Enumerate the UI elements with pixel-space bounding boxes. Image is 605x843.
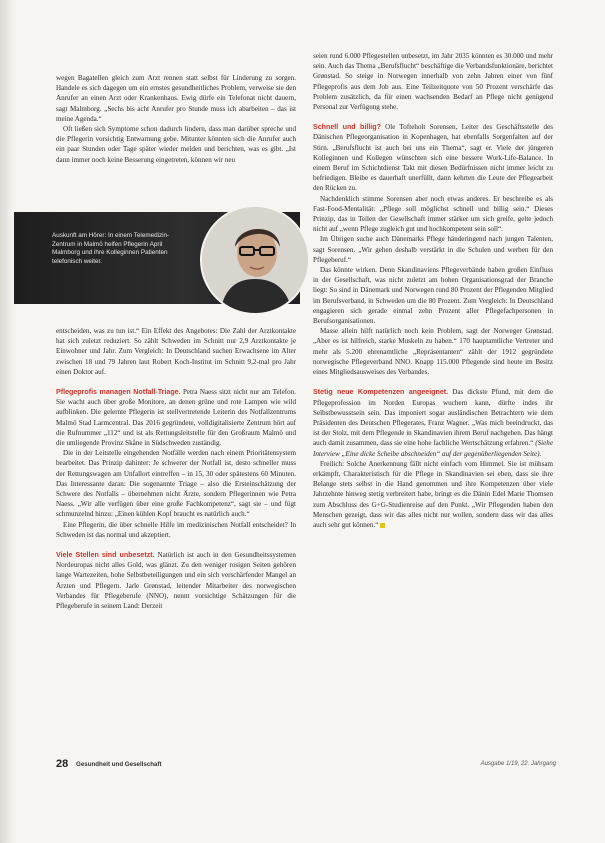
paragraph: Im Übrigen suche auch Dänemarks Pflege händeringend nach jungen Talenten, sagt Sorensen. „Wir gehen deshalb verstärkt in die Schulen und werben für den Pflegeberuf.“ xyxy=(313,235,553,264)
right-column xyxy=(313,51,553,530)
paragraph xyxy=(313,459,553,530)
section-paragraph xyxy=(56,550,296,611)
paragraph: Das könnte wirken. Denn Skandinaviens Pflegeverbände haben großen Einfluss in der Gesellschaft, was nicht zuletzt am hohen Organisationsgrad der Branche liegt: So sind in Dänemark und Norwegen rund 80 Prozent der Pflegenden Mitglied im Berufsverband, in Schweden um die 80 Prozent. Zum Vergleich: In Deutschland engagieren sich gerade einmal zehn Prozent aller Pflegefachpersonen in Berufsorganisationen. xyxy=(313,266,553,326)
paragraph-text: Natürlich ist auch in den Gesundheitssystemen Nordeuropas nicht alles Gold, was glänzt. Zu den weniger rosigen Seiten gehören lange Wartezeiten, hohe Selbstbeteiligungen und ein sich verschärfender Mangel an Ärzten und Pflegern. Jarle Grønstad, leitender Mitarbeiter des norwegischen Verbandes für Pflegeberufe (NNO), nennt vorsichtige Schätzungen für die Pflegeberufe in seinem Land: Derzeit xyxy=(56,551,296,611)
end-of-article-icon xyxy=(380,523,385,528)
left-column-top xyxy=(56,73,296,165)
paragraph-text: Petra Naess sitzt nicht nur am Telefon. Sie wacht auch über große Monitore, an denen grüne und rote Lampen wie wild aufblinken. Die gelernte Pflegerin ist stellvertretende Leiterin des Notfallzentrums Malmö Stad Larmcentral. Das 2016 gegründete, volldigitalisierte Zentrum hört auf die Rufnummer „112“ und ist als Rettungsleitstelle für den Großraum Malmö und die umliegende Provinz Skåne in Südschweden zuständig. xyxy=(56,388,297,448)
paragraph: Nachdenklich stimme Sorensen aber noch etwas anderes. Er beschreibe es als Fast-Food-Mentalität: „Pflege soll möglichst schnell und billig sein.“ Dieses Prinzip, das in Teilen der Gesellschaft immer stärker um sich greife, gelte jedoch nicht auf „wenn Pflege zugleich gut und hochkompetent sein soll“. xyxy=(313,194,553,234)
paragraph: Die in der Leitstelle eingehenden Notfälle werden nach einem Prioritätensystem bearbeitet. Das Prinzip dahinter: Je schwerer der Notfall ist, desto schneller muss der Rettungswagen am Unfallort eintreffen – in 15, 30 oder spätestens 60 Minuten. Das Interessante daran: Die sogenannte Triage – also die Ersteinschätzung der Schwere des Notfalls – übernehmen nicht Ärzte, sondern Pflegerinnen wie Petra Naess. „Wir alle verfügen über eine große Fachkompetenz“, sagt sie – und fügt schmunzelnd hinzu: „Einen kühlen Kopf braucht es natürlich auch.“ xyxy=(56,449,296,519)
section-lead: Viele Stellen sind unbesetzt. xyxy=(56,551,155,560)
paragraph-text: Freilich: Solche Anerkennung fällt nicht einfach vom Himmel. Sie ist mühsam erkämpft, Charakteristisch für die Pflege in Skandinavien sei eben, dass sie ihre Belange stets selbst in die Hand genommen und ihre Kompetenzen über viele Jahrzehnte hinweg stetig verbreitert habe, bringt es die Dänin Edel Marie Thomsen zum Abschluss des G+G-Studienreise auf den Punkt. „Wir Pflegenden haben den Menschen gezeigt, dass wir das alles nicht nur wollen, sondern dass wir das alles auch sehr gut können.“ xyxy=(313,459,553,529)
issue-info: Ausgabe 1/19, 22. Jahrgang xyxy=(480,761,556,767)
left-column-bottom xyxy=(56,326,296,611)
page-gutter-shadow xyxy=(0,0,14,843)
paragraph-text: Ole Tofteholt Sorensen, Leiter des Geschäftsstelle des Dänischen Pflegeorganisation in Kopenhagen, hat ebenfalls Sorgenfalten auf der Stirn. „Berufsflucht ist auch bei uns ein Thema“, sagt er. Viele der jüngeren Kolleginnen und Kollegen wünschten sich eine bessere Work-Life-Balance. In einem Beruf im Schichtdienst Takt mit diesen Bedürfnissen nicht immer leicht zu befriedigen. Bleibe es dauerhaft unerfüllt, dann kehrten die Leute der Pflegearbeit den Rücken zu. xyxy=(313,123,553,193)
section-lead: Pflegeprofis managen Notfall-Triage. xyxy=(56,388,181,397)
section-paragraph xyxy=(56,387,296,448)
paragraph: entscheiden, was zu tun ist.“ Ein Effekt des Angebotes: Die Zahl der Arztkontakte hat sich zuletzt reduziert. So zählt Schweden im Schnitt nur 2,9 Arztkontakte je Einwohner und Jahr. Zum Vergleich: In Deutschland suchen Erwachsene im Alter zwischen 18 und 79 Jahren laut Robert Koch-Institut im Schnitt 9,2-mal pro Jahr einen Doktor auf. xyxy=(56,327,296,376)
cross-reference-note: (Siehe Interview „Eine dicke Scheibe abschneiden“ auf der gegenüberliegenden Seite). xyxy=(313,439,553,458)
section-name: Gesundheit und Gesellschaft xyxy=(76,761,162,768)
section-lead: Stetig neue Kompetenzen angeeignet. xyxy=(313,388,449,397)
photo-caption: Auskunft am Hörer: In einem Telemedizin-Zentrum in Malmö helfen Pflegerin April Malmborg und ihre Kolleginnen Patienten telefonisch weiter. xyxy=(52,232,170,265)
paragraph-text: Das dickste Pfund, mit dem die Pflegeprofession im Norden Europas wuchern kann, dürfte indes ihr Selbstbewusstsein sein. Das imponiert sogar ausländischen Betrachtern wie dem Präsidenten des Deutschen Pflegerates, Franz Wagner. „Was mich beeindruckt, das ist der Stolz, mit dem Pflegende in Skandinavien ihrem Beruf nachgehen. Das hängt auch damit zusammen, dass sie eine hohe fachliche Wertschätzung erfahren.“ xyxy=(313,388,553,448)
portrait-photo-icon xyxy=(202,207,308,313)
section-paragraph xyxy=(313,387,553,458)
portrait-photo xyxy=(200,205,310,315)
section-lead: Schnell und billig? xyxy=(313,123,381,132)
section-paragraph xyxy=(313,122,553,193)
paragraph: seien rund 6.000 Pflegestellen unbesetzt, im Jahr 2035 könnten es 30.000 und mehr sein. Auch das Thema „Berufsflucht“ beschäftige die Verbandsfunktionäre, berichtet Grønstad. So steige in Norwegen innerhalb von zehn Jahren einer von fünf Pflegeprofis aus dem Job aus. Eine Teilzeitquote von 50 Prozent verschärfe das Problem zusätzlich, da für einen wachsenden Bedarf an Pflege nicht genügend Personal zur Verfügung stehe. xyxy=(313,52,553,112)
paragraph: Masse allein hilft natürlich noch kein Problem, sagt der Norweger Grønstad. „Aber es ist hilfreich, starke Muskeln zu haben.“ 170 hauptamtliche Vertreter und mehr als 5.200 ehrenamtliche „Repräsentanten“ zählt der 1912 gegründete norwegische Pflegeverband NNO. Knapp 115.000 Pflegende sind heute im Besitz eines Mitgliedsausweises des Verbandes. xyxy=(313,327,553,377)
paragraph: wegen Bagatellen gleich zum Arzt rennen statt selbst für Linderung zu sorgen. Handele es sich dagegen um ein ernstes gesundheitliches Problem, verweise sie den Anrufer an einen Arzt oder Krankenhaus. Ewig dürfe ein Telefonat nicht dauern, sagt Malmborg. „Sechs bis acht Anrufer pro Stunde muss ich abarbeiten – das ist meine Agenda.“ xyxy=(56,74,296,123)
paragraph: Oft ließen sich Symptome schon dadurch lindern, dass man darüber spreche und die Pflegerin vorsichtig Entwarnung gebe. Mitunter könnten sich die Anrufer auch ein paar Stunden oder Tage später wieder melden und berichten, was es gibt. „Ist dann immer noch keine Besserung eingetreten, können wir neu xyxy=(56,125,296,164)
paragraph: Eine Pflegerin, die über schnelle Hilfe im medizinischen Notfall entscheidet? In Schweden ist das normal und akzeptiert. xyxy=(56,520,296,539)
page-number: 28 xyxy=(56,758,69,770)
page-footer xyxy=(56,758,556,772)
